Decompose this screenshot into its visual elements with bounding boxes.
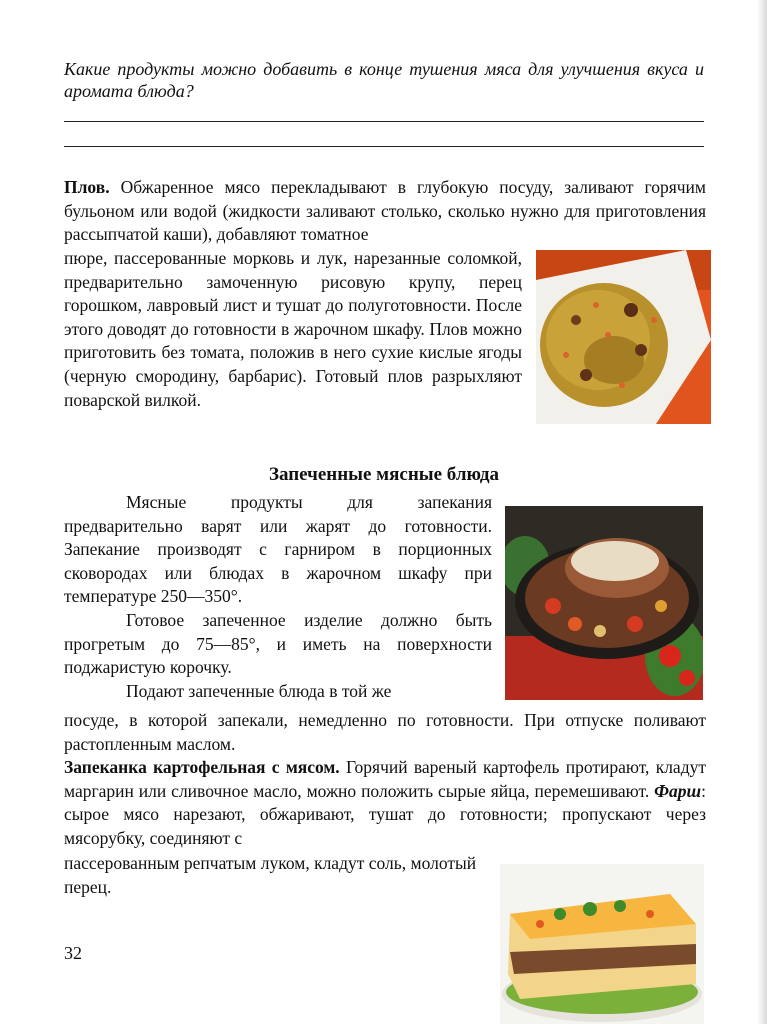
casserole-text-1: Горячий вареный картофель протирают, кладут маргарин или сливочное масло, можно положить сырые яйца, перемешивают. bbox=[64, 757, 706, 801]
section-heading: Запеченные мясные блюда bbox=[268, 464, 500, 485]
baked-serving bbox=[64, 709, 706, 851]
casserole-paragraph bbox=[64, 756, 706, 850]
casserole-text-3: пассерованным репчатым луком, кладут соль, молотый перец. bbox=[64, 853, 477, 897]
plov-title: Плов. bbox=[64, 177, 110, 197]
plov-body bbox=[64, 247, 522, 412]
casserole-text-2: : сырое мясо нарезают, обжаривают, тушат до готовности; пропускают через мясорубку, соединяют с bbox=[64, 780, 706, 848]
baked-text-3a: Подают запеченные блюда в той же bbox=[126, 680, 392, 701]
baked-text-1: Мясные продукты для запекания предварительно варят или жарят до готовности. Запекание производят с гарниром в порционных сковородах или блюдах в жарочном шкафу при температуре 250—350°. bbox=[64, 492, 492, 607]
page-number: 32 bbox=[64, 943, 82, 963]
plov-text-2: пюре, пассерованные морковь и лук, нарезанные соломкой, предварительно замоченную рисовую крупу, перец горошком, лавровый лист и тушат до полуготовности. После этого доводят до готовности в жарочном шкафу. Плов можно приготовить без томата, положив в него сухие кислые ягоды (черную смородину, барбарис). Готовый плов разрыхляют поварской вилкой. bbox=[64, 248, 522, 410]
review-question: Какие продукты можно добавить в конце тушения мяса для улучшения вкуса и аромата блюда? bbox=[64, 59, 704, 101]
casserole-title: Запеканка картофельная с мясом. bbox=[64, 757, 340, 778]
casserole-end bbox=[64, 852, 484, 899]
page-edge-shadow bbox=[757, 0, 767, 1024]
casserole-image bbox=[500, 864, 704, 1024]
baked-paragraphs bbox=[64, 491, 492, 703]
baked-meat-photo bbox=[505, 506, 703, 700]
plov-text-1: Обжаренное мясо перекладывают в глубокую посуду, заливают горячим бульоном или водой (жидкости заливают столько, сколько нужно для приготовления рассыпчатой каши), добавляют томатное bbox=[64, 177, 707, 245]
farsh-label: Фарш bbox=[654, 780, 702, 801]
plov-intro bbox=[64, 176, 706, 247]
casserole-photo bbox=[500, 864, 704, 1024]
answer-line-2 bbox=[64, 146, 704, 147]
baked-text-2: Готовое запеченное изделие должно быть прогретым до 75—85°, и иметь на поверхности поджаристую корочку. bbox=[64, 609, 492, 678]
baked-meat-image bbox=[505, 506, 703, 700]
plov-photo bbox=[536, 250, 711, 424]
answer-line-1 bbox=[64, 121, 704, 122]
plov-dish-image bbox=[536, 250, 711, 424]
baked-text-3b: посуде, в которой запекали, немедленно по готовности. При отпуске поливают растопленным маслом. bbox=[64, 710, 706, 754]
